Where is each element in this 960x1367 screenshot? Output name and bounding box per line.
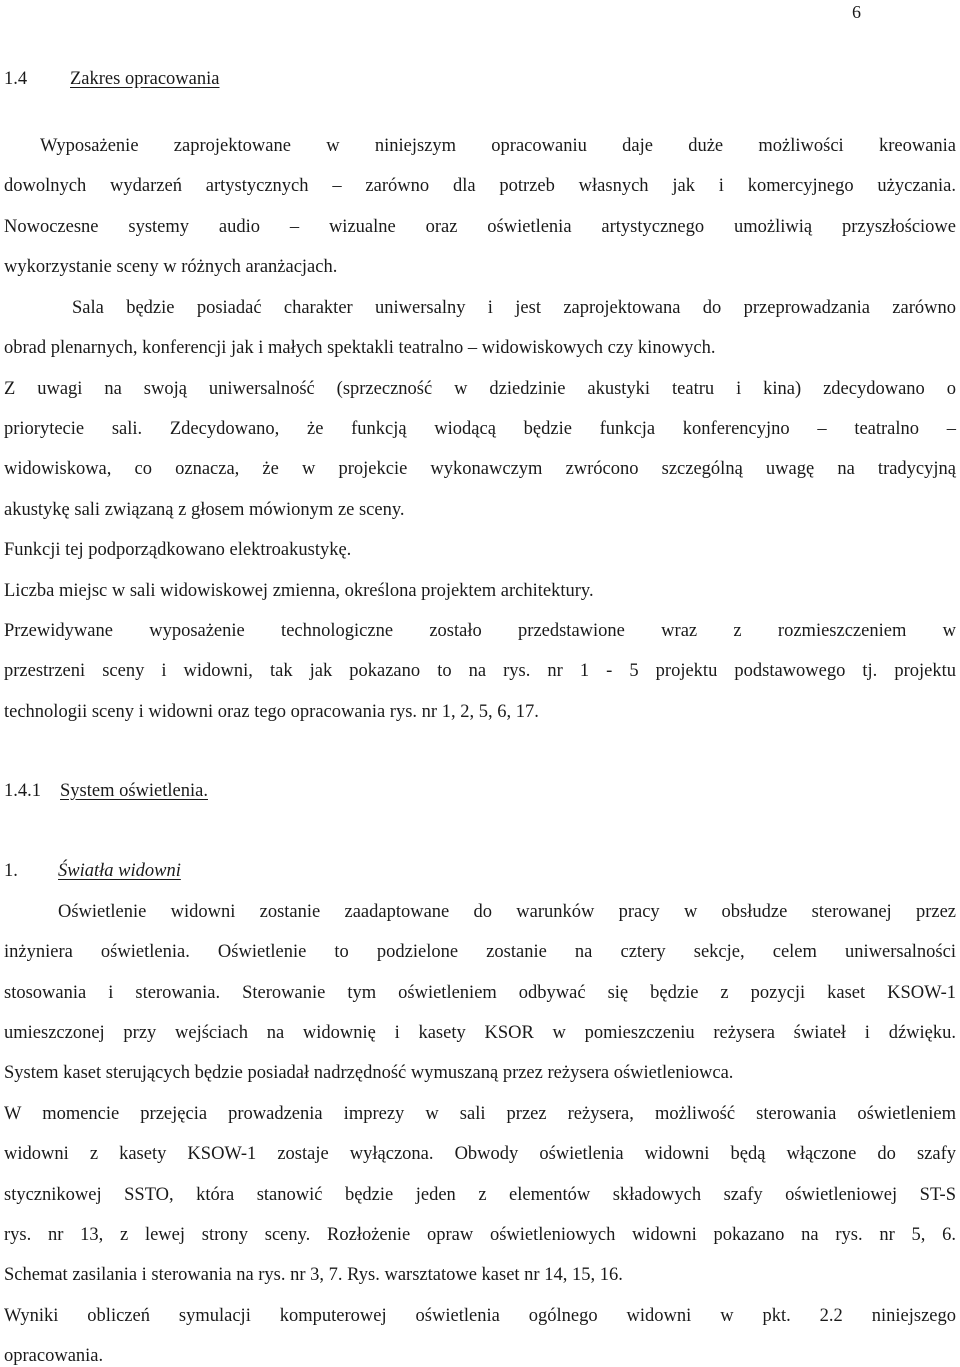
paragraph-line: Wyniki obliczeń symulacji komputerowej oświetlenia ogólnego widowni w pkt. 2.2 niniejszego bbox=[4, 1306, 956, 1326]
paragraph-line: widowni z kasety KSOW-1 zostaje wyłączona. Obwody oświetlenia widowni będą włączone do szafy bbox=[4, 1144, 956, 1164]
paragraph-line: opracowania. bbox=[4, 1346, 104, 1366]
paragraph-line: umieszczonej przy wejściach na widownię i kasety KSOR w pomieszczeniu reżysera świateł i dźwięku. bbox=[4, 1023, 956, 1043]
paragraph-line: Funkcji tej podporządkowano elektroakustykę. bbox=[4, 540, 352, 560]
paragraph-line: stycznikowej SSTO, która stanowić będzie jeden z elementów składowych szafy oświetleniowej ST-S bbox=[4, 1185, 956, 1205]
subsection-title: System oświetlenia. bbox=[60, 781, 208, 801]
paragraph-line: Liczba miejsc w sali widowiskowej zmienna, określona projektem architektury. bbox=[4, 581, 594, 601]
page-number: 6 bbox=[852, 2, 861, 22]
paragraph-line: akustykę sali związaną z głosem mówionym ze sceny. bbox=[4, 500, 405, 520]
paragraph-line: stosowania i sterowania. Sterowanie tym oświetleniem odbywać się będzie z pozycji kaset KSOW-1 bbox=[4, 983, 956, 1003]
item-title: Światła widowni bbox=[58, 861, 181, 881]
item-number: 1. bbox=[4, 861, 18, 881]
paragraph-line: Nowoczesne systemy audio – wizualne oraz oświetlenia artystycznego umożliwią przyszłościowe bbox=[4, 217, 956, 237]
paragraph-line: W momencie przejęcia prowadzenia imprezy w sali przez reżysera, możliwość sterowania oświetleniem bbox=[4, 1104, 956, 1124]
paragraph-line: przestrzeni sceny i widowni, tak jak pokazano to na rys. nr 1 - 5 projektu podstawowego tj. projektu bbox=[4, 661, 956, 681]
subsection-number: 1.4.1 bbox=[4, 781, 41, 801]
paragraph-line: Sala będzie posiadać charakter uniwersalny i jest zaprojektowana do przeprowadzania zarówno bbox=[72, 298, 956, 318]
paragraph-line: widowiskowa, co oznacza, że w projekcie wykonawczym zwrócono szczególną uwagę na tradycyjną bbox=[4, 459, 956, 479]
section-number: 1.4 bbox=[4, 69, 28, 89]
paragraph-line: dowolnych wydarzeń artystycznych – zarówno dla potrzeb własnych jak i komercyjnego użyczania. bbox=[4, 176, 956, 196]
paragraph-line: rys. nr 13, z lewej strony sceny. Rozłożenie opraw oświetleniowych widowni pokazano na rys. nr 5, 6. bbox=[4, 1225, 956, 1245]
paragraph-line: Schemat zasilania i sterowania na rys. nr 3, 7. Rys. warsztatowe kaset nr 14, 15, 16. bbox=[4, 1265, 623, 1285]
paragraph-line: Wyposażenie zaprojektowane w niniejszym opracowaniu daje duże możliwości kreowania bbox=[40, 136, 956, 156]
paragraph-line: priorytecie sali. Zdecydowano, że funkcją wiodącą będzie funkcja konferencyjno – teatralno – bbox=[4, 419, 956, 439]
paragraph-line: Z uwagi na swoją uniwersalność (sprzeczność w dziedzinie akustyki teatru i kina) zdecydowano o bbox=[4, 379, 956, 399]
paragraph-line: inżyniera oświetlenia. Oświetlenie to podzielone zostanie na cztery sekcje, celem uniwersalności bbox=[4, 942, 956, 962]
paragraph-line: System kaset sterujących będzie posiadał nadrzędność wymuszaną przez reżysera oświetleniowca. bbox=[4, 1063, 734, 1083]
paragraph-line: technologii sceny i widowni oraz tego opracowania rys. nr 1, 2, 5, 6, 17. bbox=[4, 702, 539, 722]
paragraph-line: wykorzystanie sceny w różnych aranżacjach. bbox=[4, 257, 338, 277]
section-title: Zakres opracowania bbox=[70, 69, 220, 89]
paragraph-line: Oświetlenie widowni zostanie zaadaptowane do warunków pracy w obsłudze sterowanej przez bbox=[58, 902, 956, 922]
paragraph-line: obrad plenarnych, konferencji jak i małych spektakli teatralno – widowiskowych czy kinowych. bbox=[4, 338, 716, 358]
paragraph-line: Przewidywane wyposażenie technologiczne zostało przedstawione wraz z rozmieszczeniem w bbox=[4, 621, 956, 641]
